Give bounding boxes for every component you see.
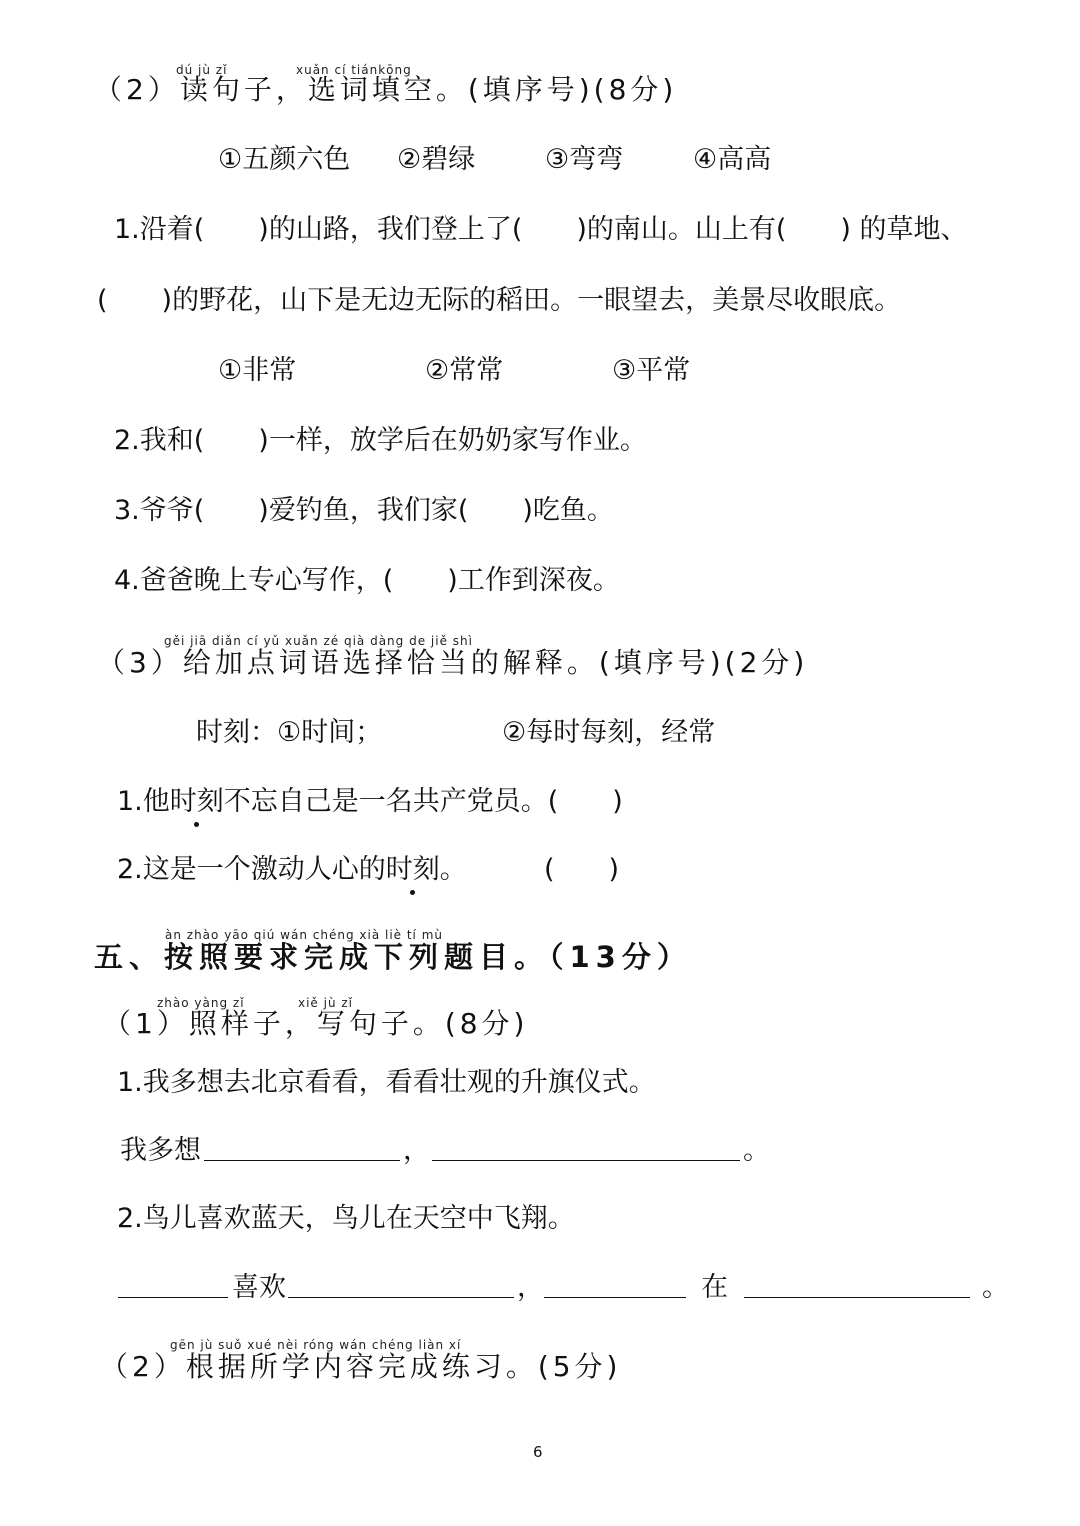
section-3-heading: （3）给加点词语选择恰当的解释。(填序号)(2分) [97, 646, 809, 679]
answer-blank[interactable] [544, 1297, 686, 1298]
period: 。 [743, 1135, 770, 1166]
word-option: ①五颜六色 [218, 144, 351, 175]
period: 。 [982, 1272, 1009, 1303]
word-option: ②常常 [425, 355, 504, 386]
pinyin-annotation: dú jù zǐ [176, 63, 228, 77]
comma: ， [403, 1135, 430, 1166]
answer-blank[interactable] [118, 1297, 228, 1298]
word-option: ③平常 [612, 355, 691, 386]
example-2-at: 在 [701, 1272, 728, 1303]
interpretation-question-2: 2.这是一个激动人心的时刻。 [117, 854, 467, 885]
subsection-2-heading: （2）根据所学内容完成练习。(5分) [100, 1350, 622, 1383]
word-option: ①非常 [218, 355, 297, 386]
example-2: 2.鸟儿喜欢蓝天，鸟儿在天空中飞翔。 [117, 1203, 575, 1234]
pinyin-annotation: xiě jù zǐ [298, 996, 354, 1010]
word-option: ②碧绿 [397, 144, 476, 175]
word-option: ③弯弯 [545, 144, 624, 175]
answer-paren: ( ) [544, 854, 620, 885]
question-1-line-2: ( )的野花，山下是无边无际的稻田。一眼望去，美景尽收眼底。 [97, 285, 902, 316]
answer-blank[interactable] [432, 1160, 740, 1161]
page-number: 6 [533, 1443, 543, 1461]
answer-blank[interactable] [744, 1297, 970, 1298]
definition-b: ②每时每刻，经常 [502, 717, 716, 748]
example-1-prefix: 我多想 [120, 1135, 201, 1166]
question-3: 3.爷爷( )爱钓鱼，我们家( )吃鱼。 [114, 495, 614, 526]
example-2-like: 喜欢 [232, 1272, 286, 1303]
section-2-heading: （2）读句子，选词填空。(填序号)(8分) [94, 73, 678, 106]
pinyin-annotation: gěi jiā diǎn cí yǔ xuǎn zé qià dàng de jiě shì [164, 634, 473, 648]
word-option: ④高高 [693, 144, 772, 175]
pinyin-annotation: zhào yàng zǐ [157, 996, 245, 1010]
pinyin-annotation: àn zhào yāo qiú wán chéng xià liè tí mù [165, 928, 443, 942]
question-2: 2.我和( )一样，放学后在奶奶家写作业。 [114, 425, 647, 456]
question-1-line-1: 1.沿着( )的山路，我们登上了( )的南山。山上有( ) 的草地、 [114, 214, 968, 245]
subsection-1-heading: （1）照样子，写句子。(8分) [103, 1007, 529, 1040]
question-4: 4.爸爸晚上专心写作，( )工作到深夜。 [114, 565, 620, 596]
pinyin-annotation: gēn jù suǒ xué nèi róng wán chéng liàn xí [170, 1338, 462, 1352]
section-5-heading: 五、按照要求完成下列题目。（13分） [94, 940, 692, 974]
example-1: 1.我多想去北京看看，看看壮观的升旗仪式。 [117, 1067, 656, 1098]
dotted-word: 时刻 [385, 854, 440, 885]
comma: ， [517, 1272, 544, 1303]
pinyin-annotation: xuǎn cí tiánkōng [296, 63, 412, 77]
definition-a: 时刻：①时间； [196, 717, 383, 748]
interpretation-question-1: 1.他时刻不忘自己是一名共产党员。( ) [117, 786, 623, 817]
answer-blank[interactable] [288, 1297, 514, 1298]
dotted-word: 时刻 [169, 786, 224, 817]
answer-blank[interactable] [204, 1160, 400, 1161]
